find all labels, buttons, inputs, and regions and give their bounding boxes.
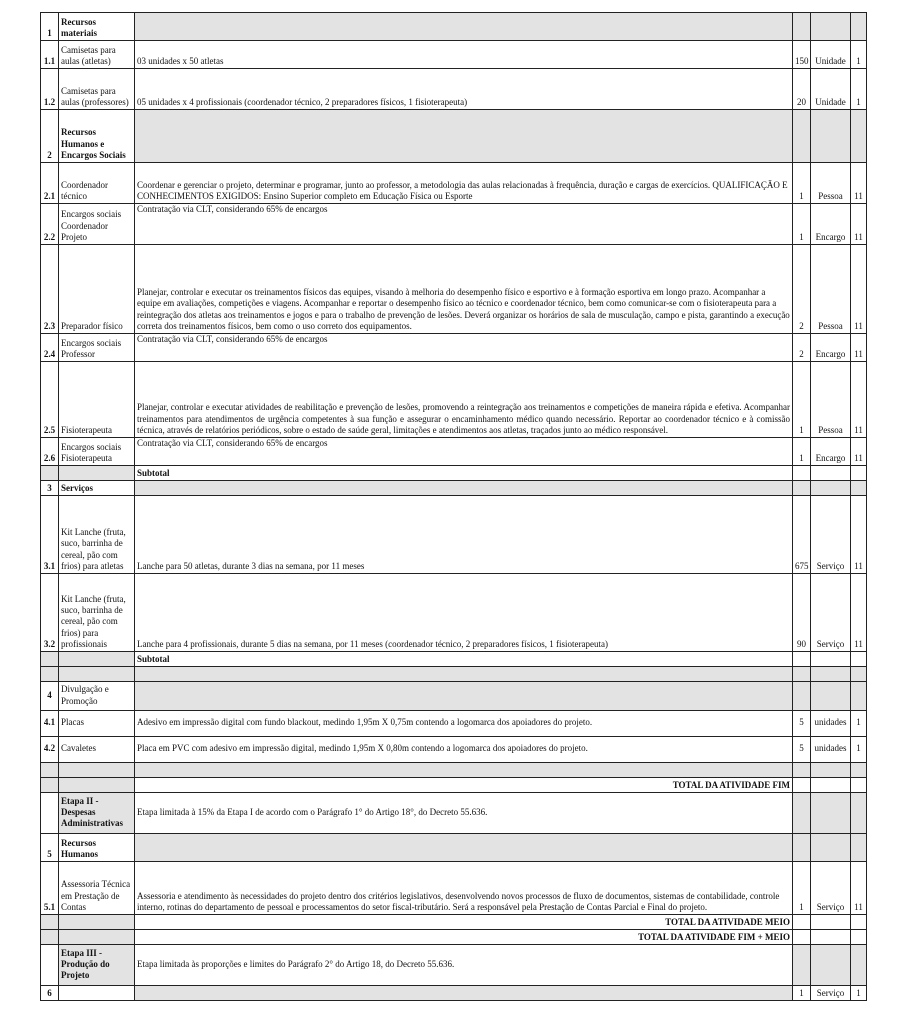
quantity-cell [793,793,811,834]
description-cell: Lanche para 4 profissionais, durante 5 dias na semana, por 11 meses (coordenador técnico, 2 preparadores físicos, 1 fisioterapeuta) [135,574,793,652]
description-cell: TOTAL DA ATIVIDADE FIM + MEIO [135,930,793,945]
item-name-cell: Etapa II - Despesas Administrativas [59,793,135,834]
table-row [41,574,867,652]
item-name-cell: Cavaletes [59,737,135,763]
quantity-cell [793,481,811,496]
item-name-cell [59,930,135,945]
months-cell: 11 [851,334,867,362]
table-section-row [41,481,867,496]
description-cell: Etapa limitada às proporções e limites do Parágrafo 2° do Artigo 18, do Decreto 55.636. [135,945,793,986]
table-row [41,737,867,763]
quantity-cell: 5 [793,711,811,737]
row-number-cell: 3.1 [41,496,59,574]
unit-cell: Encargo [811,438,851,466]
months-cell [851,915,867,930]
description-cell: Assessoria e atendimento às necessidades do projeto dentro dos critérios legislativos, desenvolvendo novos processos de fluxo de documentos, sistemas de contabilidade, controle interno, rotinas do departamento de pessoal e processamentos do setor fiscal-tributário. Será a responsável pela Prestação de Contas Parcial e Final do projeto. [135,862,793,915]
description-cell: Subtotal [135,466,793,481]
description-cell: TOTAL DA ATIVIDADE FIM [135,778,793,793]
table-row [41,362,867,438]
quantity-cell: 675 [793,496,811,574]
unit-cell: Serviço [811,496,851,574]
row-number-cell: 4.2 [41,737,59,763]
quantity-cell [793,652,811,667]
months-cell [851,793,867,834]
description-cell [135,481,793,496]
months-cell: 11 [851,438,867,466]
description-cell [135,763,793,778]
months-cell: 1 [851,711,867,737]
months-cell: 11 [851,496,867,574]
quantity-cell: 2 [793,245,811,334]
item-name-cell [59,667,135,682]
item-name-cell [59,915,135,930]
row-number-cell: 2.4 [41,334,59,362]
months-cell [851,13,867,41]
row-number-cell [41,930,59,945]
months-cell [851,930,867,945]
unit-cell [811,466,851,481]
table-etapa-row [41,793,867,834]
unit-cell [811,778,851,793]
row-number-cell [41,915,59,930]
months-cell [851,834,867,862]
row-number-cell: 2.6 [41,438,59,466]
unit-cell [811,834,851,862]
table-row [41,69,867,110]
table-row [41,334,867,362]
item-name-cell: Etapa III - Produção do Projeto [59,945,135,986]
quantity-cell [793,667,811,682]
description-cell: Planejar, controlar e executar os treinamentos físicos das equipes, visando à melhoria do desempenho físico e esportivo e à formação esportiva em longo prazo. Acompanhar a equipe em avaliações, competições e viagens. Acompanhar e reportar o desempenho físico ao técnico e coordenador técnico, bem como comunicar-se com o fisioterapeuta para a reintegração dos atletas aos treinamentos e jogos e para o trabalho de prevenção de lesões. Deverá organizar os horários de sala de musculação, campo e pista, garantindo a execução correta dos treinamentos físicos, bem como o uso correto dos equipamentos. [135,245,793,334]
item-name-cell [59,466,135,481]
months-cell [851,481,867,496]
row-number-cell: 4.1 [41,711,59,737]
unit-cell: unidades [811,737,851,763]
row-number-cell [41,466,59,481]
quantity-cell [793,466,811,481]
row-number-cell: 6 [41,986,59,1001]
months-cell: 1 [851,41,867,69]
months-cell [851,466,867,481]
quantity-cell [793,834,811,862]
months-cell: 1 [851,737,867,763]
table-section4-row [41,682,867,711]
description-cell [135,986,793,1001]
table-row [41,163,867,204]
table-section-row [41,986,867,1001]
quantity-cell: 2 [793,334,811,362]
row-number-cell: 1.2 [41,69,59,110]
description-cell: Contratação via CLT, considerando 65% de encargos [135,334,793,362]
table-blank-row [41,667,867,682]
description-cell: Contratação via CLT, considerando 65% de encargos [135,438,793,466]
quantity-cell [793,778,811,793]
item-name-cell: Serviços [59,481,135,496]
quantity-cell [793,13,811,41]
description-cell: Lanche para 50 atletas, durante 3 dias na semana, por 11 meses [135,496,793,574]
row-number-cell [41,945,59,986]
item-name-cell [59,652,135,667]
months-cell [851,763,867,778]
row-number-cell: 5.1 [41,862,59,915]
table-row [41,438,867,466]
row-number-cell: 4 [41,682,59,711]
table-row [41,711,867,737]
item-name-cell: Camisetas para aulas (atletas) [59,41,135,69]
quantity-cell: 1 [793,163,811,204]
description-cell: TOTAL DA ATIVIDADE MEIO [135,915,793,930]
table-subtotal-row [41,652,867,667]
quantity-cell [793,763,811,778]
item-name-cell: Camisetas para aulas (professores) [59,69,135,110]
item-name-cell: Kit Lanche (fruta, suco, barrinha de cereal, pão com frios) para atletas [59,496,135,574]
unit-cell: Encargo [811,334,851,362]
description-cell: 03 unidades x 50 atletas [135,41,793,69]
description-cell [135,13,793,41]
description-cell: Contratação via CLT, considerando 65% de encargos [135,204,793,245]
unit-cell: Encargo [811,204,851,245]
quantity-cell: 1 [793,362,811,438]
unit-cell: Pessoa [811,163,851,204]
unit-cell: unidades [811,711,851,737]
description-cell [135,110,793,163]
months-cell: 11 [851,574,867,652]
row-number-cell: 2 [41,110,59,163]
quantity-cell: 1 [793,204,811,245]
unit-cell [811,110,851,163]
months-cell: 11 [851,204,867,245]
months-cell: 1 [851,986,867,1001]
item-name-cell: Assessoria Técnica em Prestação de Contas [59,862,135,915]
item-name-cell: Preparador físico [59,245,135,334]
item-name-cell: Encargos sociais Coordenador Projeto [59,204,135,245]
description-cell: Coordenar e gerenciar o projeto, determinar e programar, junto ao professor, a metodologia das aulas relacionadas à frequência, duração e cargas de exercícios. QUALIFICAÇÃO E CONHECIMENTOS EXIGIDOS: Ensino Superior completo em Educação Física ou Esporte [135,163,793,204]
row-number-cell: 2.3 [41,245,59,334]
unit-cell: Unidade [811,69,851,110]
row-number-cell: 3 [41,481,59,496]
unit-cell: Serviço [811,862,851,915]
quantity-cell: 150 [793,41,811,69]
row-number-cell [41,763,59,778]
quantity-cell: 1 [793,986,811,1001]
unit-cell: Serviço [811,986,851,1001]
quantity-cell [793,945,811,986]
table-section-row [41,834,867,862]
months-cell [851,667,867,682]
item-name-cell: Placas [59,711,135,737]
item-name-cell: Recursos Humanos e Encargos Sociais [59,110,135,163]
unit-cell [811,930,851,945]
table-row [41,862,867,915]
months-cell [851,110,867,163]
unit-cell [811,793,851,834]
unit-cell: Pessoa [811,245,851,334]
budget-table [40,12,867,1001]
item-name-cell: Recursos materiais [59,13,135,41]
row-number-cell [41,667,59,682]
quantity-cell [793,915,811,930]
quantity-cell: 5 [793,737,811,763]
row-number-cell: 1 [41,13,59,41]
table-total-row [41,930,867,945]
months-cell: 11 [851,362,867,438]
table-subtotal-row [41,466,867,481]
table-row [41,245,867,334]
quantity-cell [793,930,811,945]
row-number-cell: 2.2 [41,204,59,245]
quantity-cell [793,682,811,711]
row-number-cell [41,778,59,793]
quantity-cell: 1 [793,438,811,466]
row-number-cell: 3.2 [41,574,59,652]
description-cell: Planejar, controlar e executar atividades de reabilitação e prevenção de lesões, promovendo a reintegração aos treinamentos e competições de maneira rápida e efetiva. Acompanhar treinamentos para atendimentos de urgência competentes à sua função e assegurar o encaminhamento médico quando necessário. Reportar ao coordenador técnico e à comissão técnica, através de relatórios periódicos, sobre o estado de saúde geral, limitações e atendimentos aos atletas, traçados junto ao médico responsável. [135,362,793,438]
table-row [41,204,867,245]
item-name-cell: Encargos sociais Professor [59,334,135,362]
table-total-row [41,915,867,930]
unit-cell [811,667,851,682]
row-number-cell: 2.1 [41,163,59,204]
row-number-cell: 5 [41,834,59,862]
table-etapa-row [41,945,867,986]
description-cell: Subtotal [135,652,793,667]
months-cell: 11 [851,245,867,334]
months-cell [851,778,867,793]
unit-cell [811,481,851,496]
table-row [41,496,867,574]
table-total-row [41,778,867,793]
table-section-row [41,13,867,41]
item-name-cell: Fisioterapeuta [59,362,135,438]
description-cell [135,834,793,862]
row-number-cell [41,793,59,834]
months-cell [851,945,867,986]
description-cell: 05 unidades x 4 profissionais (coordenador técnico, 2 preparadores físicos, 1 fisioterapeuta) [135,69,793,110]
budget-table-body [41,13,867,1001]
row-number-cell [41,652,59,667]
item-name-cell: Recursos Humanos [59,834,135,862]
months-cell: 11 [851,862,867,915]
unit-cell [811,945,851,986]
description-cell: Adesivo em impressão digital com fundo blackout, medindo 1,95m X 0,75m contendo a logomarca dos apoiadores do projeto. [135,711,793,737]
row-number-cell: 1.1 [41,41,59,69]
unit-cell: Serviço [811,574,851,652]
unit-cell: Pessoa [811,362,851,438]
months-cell: 1 [851,69,867,110]
item-name-cell: Divulgação e Promoção [59,682,135,711]
table-section-row [41,110,867,163]
months-cell: 11 [851,163,867,204]
unit-cell [811,763,851,778]
item-name-cell: Coordenador técnico [59,163,135,204]
table-row [41,41,867,69]
description-cell [135,667,793,682]
quantity-cell [793,110,811,163]
unit-cell: Unidade [811,41,851,69]
unit-cell [811,682,851,711]
months-cell [851,682,867,711]
unit-cell [811,652,851,667]
item-name-cell [59,778,135,793]
table-blank-row [41,763,867,778]
item-name-cell: Kit Lanche (fruta, suco, barrinha de cereal, pão com frios) para profissionais [59,574,135,652]
quantity-cell: 90 [793,574,811,652]
description-cell [135,682,793,711]
row-number-cell: 2.5 [41,362,59,438]
unit-cell [811,13,851,41]
item-name-cell [59,763,135,778]
item-name-cell: Encargos sociais Fisioterapeuta [59,438,135,466]
quantity-cell: 1 [793,862,811,915]
unit-cell [811,915,851,930]
description-cell: Placa em PVC com adesivo em impressão digital, medindo 1,95m X 0,80m contendo a logomarca dos apoiadores do projeto. [135,737,793,763]
months-cell [851,652,867,667]
quantity-cell: 20 [793,69,811,110]
description-cell: Etapa limitada à 15% da Etapa I de acordo com o Parágrafo 1° do Artigo 18°, do Decreto 55.636. [135,793,793,834]
item-name-cell [59,986,135,1001]
